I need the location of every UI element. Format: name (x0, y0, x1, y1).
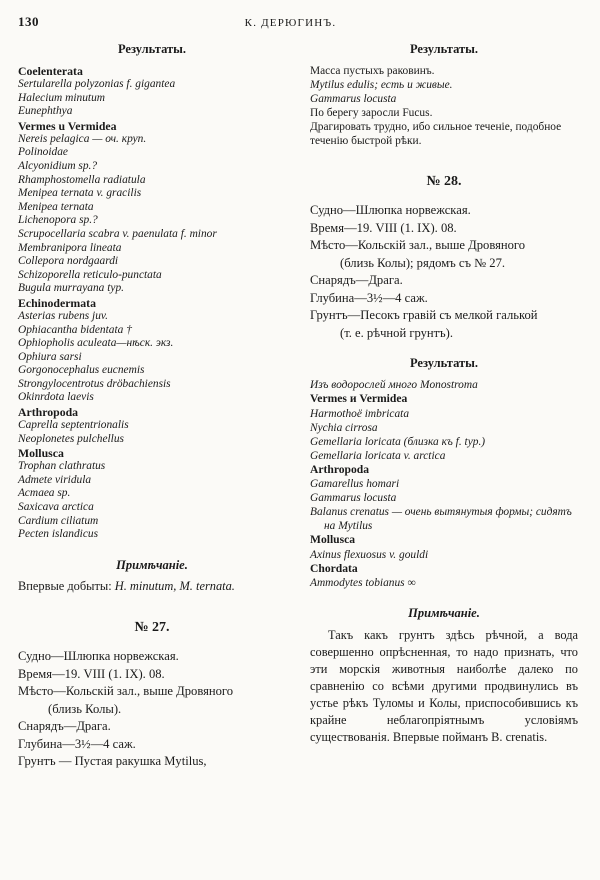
note-paragraph-right (310, 627, 578, 746)
list-item: Polinoidae (18, 146, 68, 159)
list-item: Collepora nordgaardi (18, 255, 119, 268)
results-heading-left: Результаты. (117, 42, 187, 56)
list-item: Cardium ciliatum (18, 514, 99, 527)
list-item: Ophiacantha bidentata † (18, 323, 132, 336)
field-label: Глубина (310, 290, 355, 305)
results-heading-right-1: Результаты. (409, 42, 479, 56)
field-row: Грунтъ — Пустая ракушка Mytilus, (18, 754, 207, 769)
field-label: Время (310, 220, 345, 235)
list-item: Mollusca (18, 446, 64, 461)
list-item: Arthropoda (310, 462, 370, 476)
field-row (18, 701, 286, 719)
field-label: Судно (310, 203, 344, 217)
list-item: Schizoporella reticulo-punctata (18, 268, 162, 281)
field-label: Снарядъ (18, 719, 64, 734)
list-item: Rhamphostomella radiatula (18, 173, 146, 186)
list-item: Gammarus locusta (310, 93, 397, 105)
field-row: Снарядъ—Драга. (18, 719, 111, 734)
list-item: Vermes u Vermidea (18, 118, 117, 133)
station-number-28: № 28. (426, 174, 462, 189)
list-item: Gemellaria loricata v. arctica (310, 449, 446, 462)
list-item: По берегу заросли Fucus. (310, 107, 433, 119)
field-row: Грунтъ—Песокъ гравій съ мелкой галькой (310, 308, 538, 322)
list-item: Caprella septentrionalis (18, 419, 129, 432)
list-item: Asterias rubens juv. (18, 309, 108, 322)
list-item: Chordata (310, 561, 358, 575)
list-item: Астаеа sp. (18, 487, 71, 500)
list-item: Okinrdota laevis (18, 391, 94, 404)
field-row: Судно—Шлюпка норвежская. (310, 203, 471, 217)
field-label: Мѣсто (310, 238, 346, 252)
field-row (310, 255, 578, 273)
list-item: Echinodermata (18, 295, 96, 310)
note-heading-left: Примѣчаніе. (116, 557, 188, 572)
field-value: Песокъ гравій съ мелкой галькой (360, 308, 538, 322)
list-item: Nychia cirrosa (310, 421, 378, 434)
list-item: Gemellaria loricata (близка къ f. typ.) (310, 435, 486, 448)
list-item: Gammarus locusta (310, 492, 397, 504)
list-item: Membranipora lineata (18, 241, 122, 254)
list-item: на Mytilus (324, 520, 373, 532)
list-item: Ophiura sarsi (18, 350, 82, 363)
folio-number: 130 (18, 14, 39, 29)
list-item: Lichenopora sp.? (18, 214, 98, 227)
field-label: Снарядъ (310, 273, 356, 287)
list-item: Axinus flexuosus v. gouldi (310, 548, 429, 561)
results-list-right-1 (310, 64, 578, 148)
field-row: Время—19. VIII (1. IX). 08. (18, 666, 165, 681)
field-label: Время (18, 666, 53, 681)
field-row: Глубина—3½—4 саж. (18, 736, 136, 751)
field-label: Грунтъ (18, 754, 56, 769)
list-item: Nereis pelagica — оч. круп. (18, 132, 147, 145)
list-item: Eunephthya (18, 105, 73, 118)
list-item: Arthropoda (18, 405, 79, 420)
list-item: Halecium minutum (18, 91, 105, 104)
results-list-right-2 (310, 378, 578, 590)
field-value: 19. VIII (1. IX). 08. (64, 666, 165, 681)
left-column (18, 40, 286, 880)
running-head: К. ДЕРЮГИНЪ. (244, 17, 337, 29)
list-item: Scrupocellaria scabra v. paenulata f. minor (18, 227, 217, 240)
field-value: Шлюпка норвежская. (63, 649, 179, 664)
list-item: Gamarellus homari (310, 478, 400, 490)
station-fields-27 (18, 648, 286, 771)
list-item: Изъ водорослей много Monostroma (310, 379, 478, 391)
list-item: Mollusca (310, 533, 356, 546)
field-row: Глубина—3½—4 саж. (310, 290, 428, 305)
field-label: Мѣсто (18, 684, 54, 699)
field-row: Мѣсто—Кольскій зал., выше Дровяного (18, 684, 234, 699)
field-value: Кольскій зал., выше Дровяного (357, 238, 526, 252)
field-label: Глубина (18, 736, 63, 751)
list-item: Vermes и Vermidea (310, 392, 408, 405)
field-value: (близь Колы). (48, 701, 122, 716)
list-item: Menipea ternata (18, 200, 94, 213)
list-item: Bugula murrayana typ. (18, 282, 124, 295)
list-item: Strongylocentrotus dröbachiensis (18, 377, 171, 390)
list-item: Balanus crenatus — очень вытянутыя формы; сидятъ (310, 506, 572, 518)
field-label: Грунтъ (310, 308, 348, 322)
list-item: Alcyonidium sp.? (18, 159, 98, 172)
field-row: Мѣсто—Кольскій зал., выше Дровяного (310, 238, 526, 252)
list-item: Mytilus edulis; есть и живые. (310, 79, 453, 91)
field-value: Драга. (368, 273, 403, 287)
list-item: Coelenterata (18, 64, 83, 78)
field-value: Драга. (76, 719, 111, 734)
list-item: Menipea ternata v. gracilis (18, 187, 142, 200)
field-value: 3½—4 саж. (74, 736, 136, 751)
note-taxa: H. minutum, M. ternata. (114, 578, 235, 593)
field-value: 19. VIII (1. IX). 08. (356, 220, 457, 235)
field-row (310, 325, 578, 343)
field-row: Снарядъ—Драга. (310, 273, 403, 287)
list-item: Trophan clathratus (18, 460, 106, 473)
field-value: 3½—4 саж. (366, 290, 428, 305)
right-column (310, 40, 578, 880)
list-item: Ophiopholis aculeata—нѣск. экз. (18, 337, 174, 350)
list-item: Neoplonetes pulchellus (18, 432, 124, 445)
list-item: Saxicava arctica (18, 501, 94, 514)
field-value: (близь Колы); рядомъ съ № 27. (340, 255, 506, 270)
list-item: Harmothoë imbricata (310, 407, 410, 420)
note-heading-right: Примѣчаніе. (408, 606, 480, 620)
station-number-27: № 27. (134, 620, 170, 636)
results-list-left (18, 64, 286, 542)
field-row: Время—19. VIII (1. IX). 08. (310, 220, 457, 235)
field-row: Судно—Шлюпка норвежская. (18, 649, 179, 664)
list-item: Драгировать трудно, ибо сильное теченіе, подобное теченію быстрой рѣки. (310, 121, 562, 147)
field-value: Кольскій зал., выше Дровяного (65, 684, 234, 699)
field-value: Шлюпка норвежская. (355, 203, 471, 217)
list-item: Gorgonocephalus eucnemis (18, 364, 145, 377)
page-header (18, 14, 582, 30)
field-label: Судно (18, 649, 52, 664)
note-prefix: Впервые добыты: (18, 578, 115, 593)
results-heading-right-2: Результаты. (409, 356, 479, 370)
station-fields-28 (310, 202, 578, 342)
list-item: Pecten islandicus (18, 528, 99, 541)
note-body-left (18, 579, 286, 595)
list-item: Sertularella polyzonias f. gigantea (18, 78, 176, 90)
column-container (18, 40, 582, 880)
list-item: Ammodytes tobianus ∞ (310, 577, 416, 589)
field-value: (т. е. рѣчной грунтъ). (340, 325, 454, 340)
field-value: Пустая ракушка Mytilus, (74, 754, 207, 769)
paragraph-text: Такъ какъ грунтъ здѣсь рѣчной, а вода совершенно опрѣсненная, то надо признать, что эти морскія животныя наиболѣе далеко по сравненію со всѣми другими продвинулись въ устье рѣкъ Туломы и Колы, приспособившись къ крайне неблагопріятнымъ условіямъ существованія. Впервые пойманъ B. crenatis. (310, 628, 578, 744)
list-item: Admete viridula (18, 473, 92, 486)
list-item: Масса пустыхъ раковинъ. (310, 65, 435, 77)
